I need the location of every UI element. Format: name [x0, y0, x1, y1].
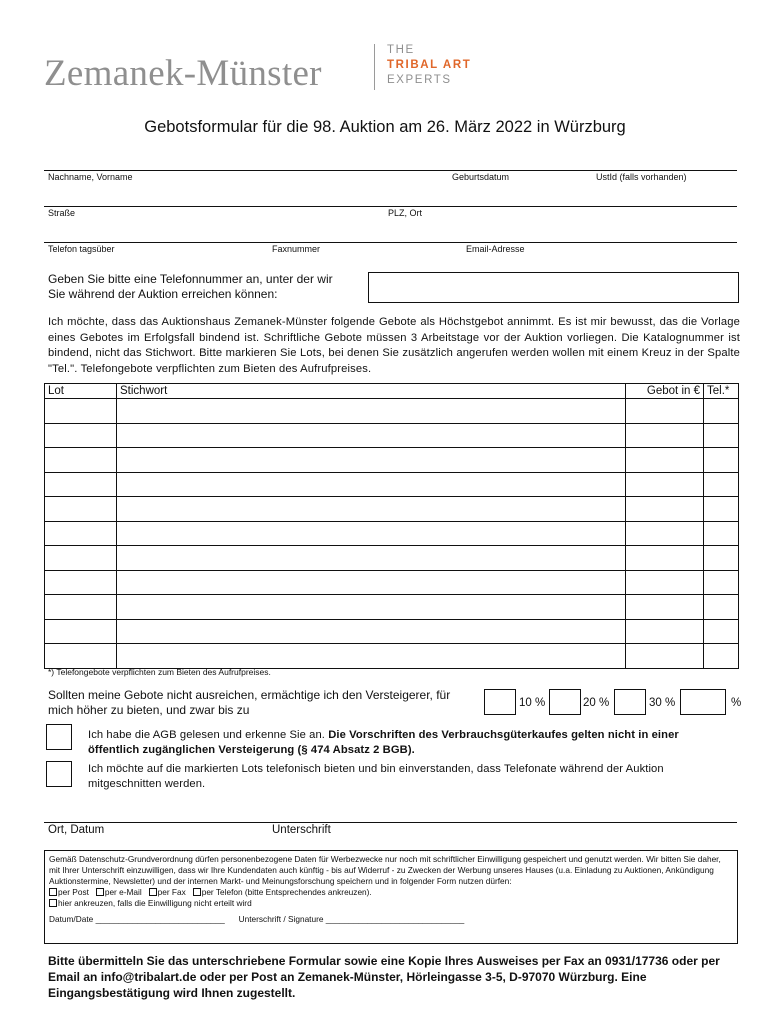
- phone-consent-text: Ich möchte auf die markierten Lots telefonisch bieten und bin einverstanden, dass Telefonate während der Auktion mitgeschnitten werden.: [88, 763, 664, 790]
- street-field-label: Straße: [48, 208, 76, 218]
- bid-cell[interactable]: [626, 546, 704, 571]
- keyword-column-header: Stichwort: [117, 384, 626, 399]
- keyword-cell[interactable]: [117, 521, 626, 546]
- lot-column-header: Lot: [45, 384, 117, 399]
- bid-cell[interactable]: [626, 521, 704, 546]
- auction-phone-prompt: Geben Sie bitte eine Telefonnummer an, unter der wir Sie während der Auktion erreichen können:: [48, 272, 333, 301]
- logo-tagline-3: EXPERTS: [387, 74, 452, 86]
- privacy-fax-label: per Fax: [157, 887, 186, 897]
- signature-line[interactable]: [44, 822, 737, 823]
- privacy-phone-checkbox[interactable]: [193, 888, 201, 896]
- bid-cell[interactable]: [626, 399, 704, 424]
- tel-cell[interactable]: [704, 472, 739, 497]
- name-field-line[interactable]: [44, 170, 737, 171]
- keyword-cell[interactable]: [117, 399, 626, 424]
- form-title: Gebotsformular für die 98. Auktion am 26. März 2022 in Würzburg: [144, 118, 626, 136]
- fax-field-label: Faxnummer: [272, 244, 321, 254]
- privacy-options: [49, 887, 733, 898]
- signature-label: Unterschrift: [272, 824, 331, 836]
- privacy-post-checkbox[interactable]: [49, 888, 57, 896]
- logo-tagline-1: THE: [387, 44, 415, 56]
- keyword-cell[interactable]: [117, 546, 626, 571]
- raise-10-label: 10 %: [519, 697, 546, 709]
- keyword-cell[interactable]: [117, 472, 626, 497]
- submission-instructions: Bitte übermitteln Sie das unterschriebene Formular sowie eine Kopie Ihres Ausweises per Fax an 0931/17736 oder per Email an info@tribalart.de oder per Post an Zemanek-Münster, Hörleingasse 3-5, D-97070 Würzburg. Eine Eingangsbestätigung wird Ihnen zugestellt.: [48, 954, 720, 1000]
- email-field-label: Email-Adresse: [466, 244, 525, 254]
- lot-row: [45, 521, 739, 546]
- privacy-date-line[interactable]: Datum/Date ____________________________: [49, 914, 225, 924]
- keyword-cell[interactable]: [117, 619, 626, 644]
- lot-cell[interactable]: [45, 497, 117, 522]
- city-field-label: PLZ, Ort: [388, 208, 423, 218]
- tel-cell[interactable]: [704, 570, 739, 595]
- tel-cell[interactable]: [704, 644, 739, 669]
- keyword-cell[interactable]: [117, 497, 626, 522]
- lot-cell[interactable]: [45, 619, 117, 644]
- lot-cell[interactable]: [45, 472, 117, 497]
- privacy-signature-line[interactable]: Unterschrift / Signature ______________________________: [238, 914, 465, 924]
- keyword-cell[interactable]: [117, 448, 626, 473]
- logo-divider: [374, 44, 375, 90]
- lot-row: [45, 399, 739, 424]
- raise-custom-input[interactable]: [680, 689, 726, 715]
- privacy-fax-checkbox[interactable]: [149, 888, 157, 896]
- bid-cell[interactable]: [626, 472, 704, 497]
- agb-consent-bold: Die Vorschriften des Verbrauchsgüterkaufes gelten nicht in einer öffentlich zugänglichen Versteigerung (§ 474 Absatz 2 BGB).: [88, 729, 679, 756]
- privacy-phone-label: per Telefon (bitte Entsprechendes ankreuzen).: [201, 887, 372, 897]
- keyword-cell[interactable]: [117, 570, 626, 595]
- privacy-refuse-checkbox[interactable]: [49, 899, 57, 907]
- agb-consent-text: [88, 728, 700, 757]
- bid-cell[interactable]: [626, 448, 704, 473]
- raise-30-checkbox[interactable]: [614, 689, 646, 715]
- privacy-text: Gemäß Datenschutz-Grundverordnung dürfen personenbezogene Daten für Werbezwecke nur noch mit schriftlicher Einwilligung gespeichert und genutzt werden. Wir bitten Sie daher, mit Ihrer Unterschrift einzuwilligen, dass wir Ihre Kundendaten auch künftig - bis auf Widerruf - zu Zwecken der Werbung unseres Hauses (u.a. Einladung zu Auktionen, Ankündigung Auktionstermine, Newsletter) und der internen Markt- und Meinungsforschung speichern und in folgender Form nutzen dürfen:: [49, 854, 721, 886]
- intro-text: Ich möchte, dass das Auktionshaus Zemanek-Münster folgende Gebote als Höchstgebot annimmt. Es ist mir bewusst, das die Vorlage eines Gebotes im Erfolgsfall bindend ist. Schriftliche Gebote müssen 3 Arbeitstage vor der Auktion vorliegen. Die Katalognummer ist bindend, nicht das Stichwort. Bitte markieren Sie Lots, bei denen Sie zusätzlich angerufen werden wollen mit einem Kreuz in der Spalte "Tel.". Telefongebote verpflichten zum Bieten des Aufrufpreises.: [48, 316, 740, 375]
- street-field-line[interactable]: [44, 206, 737, 207]
- lot-row: [45, 423, 739, 448]
- lot-row: [45, 644, 739, 669]
- privacy-consent-box: [44, 850, 738, 944]
- lot-row: [45, 497, 739, 522]
- lot-row: [45, 448, 739, 473]
- lot-cell[interactable]: [45, 570, 117, 595]
- keyword-cell[interactable]: [117, 595, 626, 620]
- lot-row: [45, 619, 739, 644]
- phone-field-label: Telefon tagsüber: [48, 244, 115, 254]
- logo-tagline-2: TRIBAL ART: [387, 59, 472, 71]
- privacy-signature-row: [49, 914, 733, 925]
- bid-cell[interactable]: [626, 595, 704, 620]
- lot-cell[interactable]: [45, 644, 117, 669]
- place-date-label: Ort, Datum: [48, 824, 105, 836]
- raise-custom-label: %: [731, 697, 742, 709]
- logo-name: Zemanek-Münster: [44, 53, 322, 94]
- lot-cell[interactable]: [45, 399, 117, 424]
- tel-cell[interactable]: [704, 619, 739, 644]
- raise-30-label: 30 %: [649, 697, 676, 709]
- privacy-post-label: per Post: [58, 887, 89, 897]
- lot-row: [45, 570, 739, 595]
- tel-cell[interactable]: [704, 448, 739, 473]
- raise-10-checkbox[interactable]: [484, 689, 516, 715]
- raise-20-label: 20 %: [583, 697, 610, 709]
- birthdate-field-label: Geburtsdatum: [452, 172, 510, 182]
- raise-20-checkbox[interactable]: [549, 689, 581, 715]
- privacy-email-label: per e-Mail: [104, 887, 142, 897]
- phone-consent-checkbox[interactable]: [46, 761, 72, 787]
- auction-phone-input[interactable]: [368, 272, 739, 303]
- tel-cell[interactable]: [704, 497, 739, 522]
- bid-cell[interactable]: [626, 644, 704, 669]
- lot-cell[interactable]: [45, 448, 117, 473]
- bid-cell[interactable]: [626, 570, 704, 595]
- lots-table-header: [45, 384, 739, 399]
- phone-field-line[interactable]: [44, 242, 737, 243]
- lot-cell[interactable]: [45, 521, 117, 546]
- agb-consent-plain: Ich habe die AGB gelesen und erkenne Sie an.: [88, 729, 329, 741]
- keyword-cell[interactable]: [117, 644, 626, 669]
- privacy-email-checkbox[interactable]: [96, 888, 104, 896]
- name-field-label: Nachname, Vorname: [48, 172, 133, 182]
- tel-column-header: Tel.*: [704, 384, 739, 399]
- lot-cell[interactable]: [45, 595, 117, 620]
- phone-bid-footnote: *) Telefongebote verpflichten zum Bieten des Aufrufpreises.: [48, 667, 271, 677]
- bid-cell[interactable]: [626, 497, 704, 522]
- bid-column-header: Gebot in €: [626, 384, 704, 399]
- lots-table: [44, 383, 739, 669]
- lot-row: [45, 546, 739, 571]
- tel-cell[interactable]: [704, 399, 739, 424]
- bid-cell[interactable]: [626, 423, 704, 448]
- lot-row: [45, 595, 739, 620]
- tel-cell[interactable]: [704, 595, 739, 620]
- bid-raise-text: Sollten meine Gebote nicht ausreichen, ermächtige ich den Versteigerer, für mich höher zu bieten, und zwar bis zu: [48, 688, 451, 717]
- tel-cell[interactable]: [704, 546, 739, 571]
- tel-cell[interactable]: [704, 423, 739, 448]
- privacy-refuse-label: hier ankreuzen, falls die Einwilligung nicht erteilt wird: [58, 898, 252, 908]
- vat-id-field-label: UstId (falls vorhanden): [596, 172, 687, 182]
- lot-cell[interactable]: [45, 423, 117, 448]
- tel-cell[interactable]: [704, 521, 739, 546]
- bid-cell[interactable]: [626, 619, 704, 644]
- lot-row: [45, 472, 739, 497]
- lot-cell[interactable]: [45, 546, 117, 571]
- agb-consent-checkbox[interactable]: [46, 724, 72, 750]
- keyword-cell[interactable]: [117, 423, 626, 448]
- privacy-refuse-row: [49, 898, 733, 909]
